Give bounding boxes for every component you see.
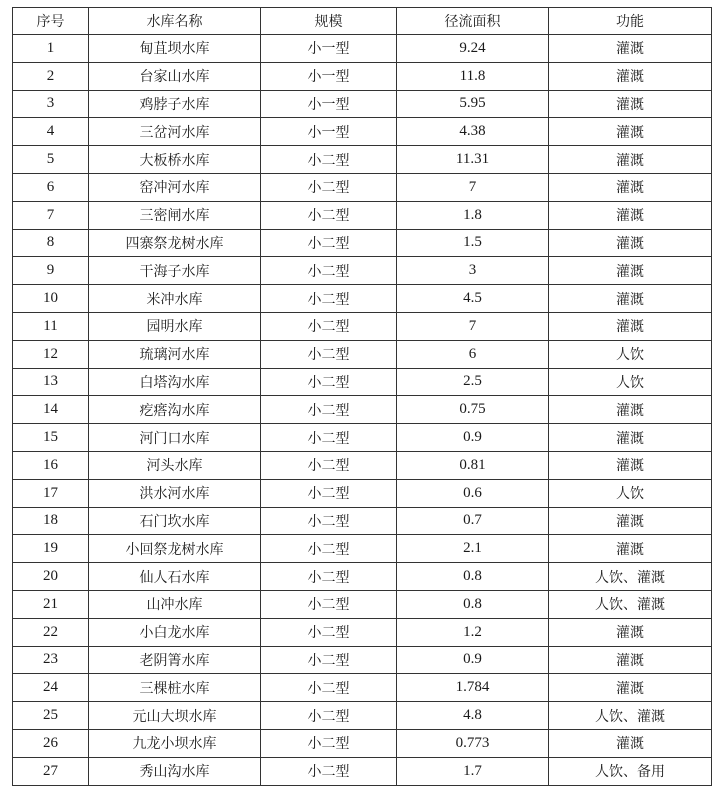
cell-function: 灌溉: [549, 146, 712, 174]
cell-index: 3: [13, 90, 89, 118]
cell-function: 灌溉: [549, 285, 712, 313]
cell-function: 人饮、灌溉: [549, 590, 712, 618]
table-row: [13, 146, 712, 174]
table-row: [13, 285, 712, 313]
cell-catchment-area: 9.24: [397, 35, 549, 63]
cell-catchment-area: 0.7: [397, 507, 549, 535]
cell-function: 人饮: [549, 479, 712, 507]
cell-scale: 小一型: [261, 90, 397, 118]
cell-index: 17: [13, 479, 89, 507]
cell-catchment-area: 11.31: [397, 146, 549, 174]
cell-scale: 小二型: [261, 590, 397, 618]
cell-index: 4: [13, 118, 89, 146]
table-row: [13, 201, 712, 229]
cell-reservoir-name: 洪水河水库: [89, 479, 261, 507]
cell-reservoir-name: 琉璃河水库: [89, 340, 261, 368]
cell-index: 10: [13, 285, 89, 313]
cell-scale: 小二型: [261, 479, 397, 507]
cell-function: 灌溉: [549, 229, 712, 257]
table-row: [13, 729, 712, 757]
cell-reservoir-name: 三棵桩水库: [89, 674, 261, 702]
cell-reservoir-name: 三岔河水库: [89, 118, 261, 146]
cell-reservoir-name: 大板桥水库: [89, 146, 261, 174]
cell-scale: 小二型: [261, 646, 397, 674]
cell-index: 9: [13, 257, 89, 285]
cell-scale: 小二型: [261, 173, 397, 201]
cell-function: 灌溉: [549, 312, 712, 340]
cell-function: 灌溉: [549, 173, 712, 201]
table-row: [13, 62, 712, 90]
cell-scale: 小二型: [261, 396, 397, 424]
table-row: [13, 479, 712, 507]
table-row: [13, 646, 712, 674]
table-row: [13, 312, 712, 340]
cell-catchment-area: 1.2: [397, 618, 549, 646]
cell-index: 6: [13, 173, 89, 201]
cell-index: 14: [13, 396, 89, 424]
cell-index: 5: [13, 146, 89, 174]
cell-catchment-area: 1.8: [397, 201, 549, 229]
cell-scale: 小一型: [261, 118, 397, 146]
cell-function: 灌溉: [549, 201, 712, 229]
cell-catchment-area: 1.5: [397, 229, 549, 257]
cell-scale: 小二型: [261, 201, 397, 229]
cell-function: 人饮、灌溉: [549, 702, 712, 730]
cell-reservoir-name: 河门口水库: [89, 424, 261, 452]
cell-index: 18: [13, 507, 89, 535]
cell-catchment-area: 3: [397, 257, 549, 285]
table-row: [13, 618, 712, 646]
header-scale: 规模: [261, 8, 397, 35]
table-row: [13, 35, 712, 63]
cell-scale: 小二型: [261, 424, 397, 452]
cell-scale: 小二型: [261, 257, 397, 285]
cell-reservoir-name: 山冲水库: [89, 590, 261, 618]
cell-reservoir-name: 秀山沟水库: [89, 757, 261, 785]
cell-index: 12: [13, 340, 89, 368]
header-index: 序号: [13, 8, 89, 35]
cell-function: 灌溉: [549, 535, 712, 563]
cell-scale: 小一型: [261, 62, 397, 90]
table-row: [13, 757, 712, 785]
cell-catchment-area: 1.784: [397, 674, 549, 702]
cell-function: 灌溉: [549, 35, 712, 63]
cell-catchment-area: 11.8: [397, 62, 549, 90]
cell-reservoir-name: 台家山水库: [89, 62, 261, 90]
table-row: [13, 340, 712, 368]
table-header: [13, 8, 712, 35]
cell-reservoir-name: 三密闸水库: [89, 201, 261, 229]
cell-function: 灌溉: [549, 424, 712, 452]
cell-reservoir-name: 米冲水库: [89, 285, 261, 313]
cell-reservoir-name: 小白龙水库: [89, 618, 261, 646]
cell-reservoir-name: 窑冲河水库: [89, 173, 261, 201]
cell-function: 人饮、灌溉: [549, 563, 712, 591]
cell-catchment-area: 4.38: [397, 118, 549, 146]
cell-function: 灌溉: [549, 618, 712, 646]
cell-index: 24: [13, 674, 89, 702]
cell-index: 15: [13, 424, 89, 452]
table-row: [13, 368, 712, 396]
cell-scale: 小二型: [261, 702, 397, 730]
cell-reservoir-name: 小回祭龙树水库: [89, 535, 261, 563]
cell-catchment-area: 4.5: [397, 285, 549, 313]
cell-reservoir-name: 白塔沟水库: [89, 368, 261, 396]
table-row: [13, 590, 712, 618]
cell-scale: 小二型: [261, 340, 397, 368]
cell-index: 27: [13, 757, 89, 785]
cell-function: 灌溉: [549, 729, 712, 757]
cell-function: 灌溉: [549, 507, 712, 535]
cell-reservoir-name: 仙人石水库: [89, 563, 261, 591]
cell-function: 灌溉: [549, 118, 712, 146]
cell-catchment-area: 0.81: [397, 451, 549, 479]
cell-scale: 小二型: [261, 146, 397, 174]
cell-scale: 小二型: [261, 285, 397, 313]
cell-index: 22: [13, 618, 89, 646]
cell-reservoir-name: 石门坎水库: [89, 507, 261, 535]
table-row: [13, 173, 712, 201]
cell-function: 灌溉: [549, 62, 712, 90]
cell-reservoir-name: 元山大坝水库: [89, 702, 261, 730]
cell-scale: 小二型: [261, 563, 397, 591]
cell-function: 人饮、备用: [549, 757, 712, 785]
cell-function: 灌溉: [549, 90, 712, 118]
header-reservoir-name: 水库名称: [89, 8, 261, 35]
cell-scale: 小二型: [261, 618, 397, 646]
cell-index: 11: [13, 312, 89, 340]
cell-scale: 小二型: [261, 312, 397, 340]
cell-reservoir-name: 疙瘩沟水库: [89, 396, 261, 424]
table-row: [13, 90, 712, 118]
cell-catchment-area: 7: [397, 312, 549, 340]
table-row: [13, 257, 712, 285]
cell-reservoir-name: 园明水库: [89, 312, 261, 340]
cell-scale: 小二型: [261, 368, 397, 396]
cell-catchment-area: 0.9: [397, 424, 549, 452]
cell-index: 16: [13, 451, 89, 479]
cell-catchment-area: 1.7: [397, 757, 549, 785]
table-row: [13, 507, 712, 535]
cell-catchment-area: 0.75: [397, 396, 549, 424]
cell-reservoir-name: 河头水库: [89, 451, 261, 479]
table-row: [13, 229, 712, 257]
cell-reservoir-name: 甸苴坝水库: [89, 35, 261, 63]
cell-index: 7: [13, 201, 89, 229]
cell-index: 20: [13, 563, 89, 591]
table-body: [13, 35, 712, 786]
cell-function: 人饮: [549, 368, 712, 396]
cell-catchment-area: 4.8: [397, 702, 549, 730]
cell-scale: 小二型: [261, 729, 397, 757]
cell-catchment-area: 2.1: [397, 535, 549, 563]
table-row: [13, 396, 712, 424]
cell-reservoir-name: 老阴箐水库: [89, 646, 261, 674]
header-row: [13, 8, 712, 35]
cell-catchment-area: 2.5: [397, 368, 549, 396]
table-row: [13, 451, 712, 479]
cell-scale: 小二型: [261, 535, 397, 563]
cell-catchment-area: 6: [397, 340, 549, 368]
table-row: [13, 535, 712, 563]
cell-function: 灌溉: [549, 257, 712, 285]
cell-reservoir-name: 九龙小坝水库: [89, 729, 261, 757]
cell-catchment-area: 0.9: [397, 646, 549, 674]
cell-catchment-area: 5.95: [397, 90, 549, 118]
cell-scale: 小二型: [261, 674, 397, 702]
table-row: [13, 702, 712, 730]
cell-catchment-area: 0.8: [397, 590, 549, 618]
cell-index: 2: [13, 62, 89, 90]
cell-reservoir-name: 干海子水库: [89, 257, 261, 285]
cell-catchment-area: 0.6: [397, 479, 549, 507]
table-row: [13, 118, 712, 146]
cell-scale: 小二型: [261, 757, 397, 785]
header-function: 功能: [549, 8, 712, 35]
cell-index: 23: [13, 646, 89, 674]
header-catchment-area: 径流面积: [397, 8, 549, 35]
cell-scale: 小二型: [261, 229, 397, 257]
table-row: [13, 563, 712, 591]
cell-catchment-area: 0.773: [397, 729, 549, 757]
cell-index: 13: [13, 368, 89, 396]
reservoir-table: [12, 7, 712, 786]
reservoir-table-container: [12, 7, 711, 786]
cell-index: 1: [13, 35, 89, 63]
cell-scale: 小一型: [261, 35, 397, 63]
table-row: [13, 674, 712, 702]
cell-index: 26: [13, 729, 89, 757]
cell-scale: 小二型: [261, 451, 397, 479]
cell-catchment-area: 0.8: [397, 563, 549, 591]
cell-reservoir-name: 四寨祭龙树水库: [89, 229, 261, 257]
table-row: [13, 424, 712, 452]
cell-catchment-area: 7: [397, 173, 549, 201]
cell-index: 25: [13, 702, 89, 730]
cell-scale: 小二型: [261, 507, 397, 535]
cell-function: 灌溉: [549, 674, 712, 702]
cell-index: 8: [13, 229, 89, 257]
cell-function: 灌溉: [549, 451, 712, 479]
cell-index: 19: [13, 535, 89, 563]
cell-function: 人饮: [549, 340, 712, 368]
cell-function: 灌溉: [549, 646, 712, 674]
cell-function: 灌溉: [549, 396, 712, 424]
cell-reservoir-name: 鸡脖子水库: [89, 90, 261, 118]
cell-index: 21: [13, 590, 89, 618]
